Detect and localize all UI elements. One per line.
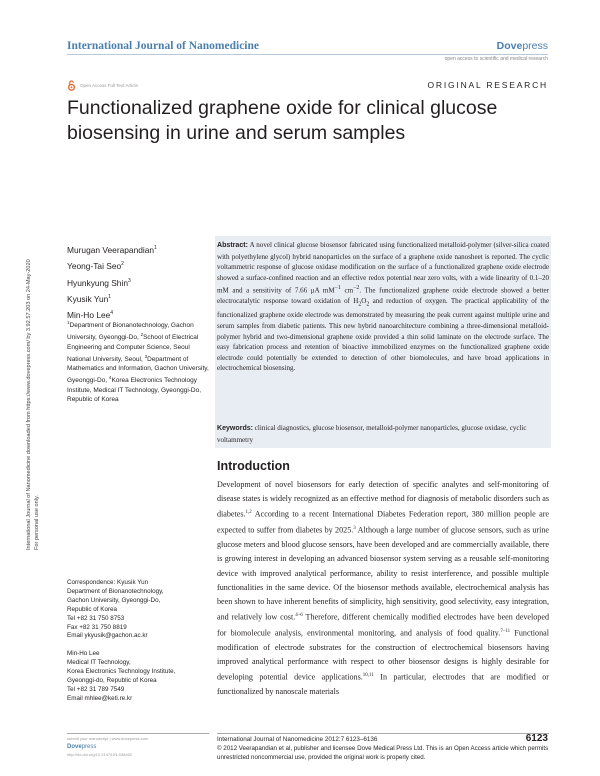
author-list [67,241,207,322]
keywords: Keywords: clinical diagnostics, glucose biosensor, metalloid-polymer nanoparticles, glucose oxidase, cyclic voltammetry [217,424,527,444]
author: Murugan Veerapandian$^1$ [67,244,157,255]
page-number: 6123 [525,733,548,744]
article-title: Functionalized graphene oxide for clinical glucose biosensing in urine and serum samples [67,97,498,144]
open-access-label: Open Access Full Text Article [80,83,138,88]
copyright-notice: © 2012 Veerapandian et al, publisher and licensee Dove Medical Press Ltd. This is an Open Access article which permits unrestricted noncommercial use, provided the original work is properly cited. [217,745,549,761]
journal-title: International Journal of Nanomedicine [67,40,259,52]
download-watermark-line1: International Journal of Nanomedicine downloaded from https://www.dovepress.com/ by 3.92.57.203 on 24-May-2020 [26,259,32,550]
publisher-logo-bold: Dove [496,40,523,52]
author: Min-Ho Lee$^4$ [67,309,114,320]
author: Hyunkyung Shin$^3$ [67,277,131,288]
correspondence-label: Correspondence: Kyusik Yun [67,579,149,586]
article-type: ORIGINAL RESEARCH [427,80,548,90]
download-watermark [25,130,45,550]
download-watermark-line2: For personal use only. [34,495,40,550]
header-divider [67,54,548,55]
author: Yeong-Tai Seo$^2$ [67,261,124,272]
footer-divider-right [217,733,549,734]
introduction-heading: Introduction [217,459,290,473]
affiliations: $^1$Department of Bionanotechnology, Gachon University, Gyeonggi-Do, $^2$School of Electrical Engineering and Computer Science, Seoul National University, Seoul, $^3$Department of Mathematics and Information, Gachon University, Gyeonggi-Do, $^4$Korea Electronics Technology Institute, Medical IT Technology, Gyeonggi-Do, Republic of Korea [67,320,209,404]
abstract-label: Abstract: [217,242,248,249]
footer-publisher-logo: Dovepress [67,744,97,750]
footer-journal-reference: International Journal of Nanomedicine 2012:7 6123–6136 [217,736,378,743]
correspondence-name-2: Min-Ho Lee [67,650,100,658]
footer-divider-left [67,733,209,734]
submit-manuscript-link[interactable]: submit your manuscript | www.dovepress.com [67,736,149,741]
correspondence: Correspondence: Kyusik Yun Department of Bionanotechnology, Gachon University, Gyeonggi-Do, Republic of Korea Tel +82 31 750 8753 Fax +82 31 750 8819 Email ykyusik@gachon.ac.kr Min-Ho Lee Medical IT Technology, Korea Electronics Technology Institute, Gyeonggi-do, Republic of Korea Tel +82 31 789 7549 Email mhlee@keti.re.kr [67,579,209,704]
publisher-logo [497,40,548,52]
keywords-label: Keywords: [217,425,254,432]
introduction-body: Development of novel biosensors for early detection of specific analytes and self-monitoring of disease states is widely recognized as an effective method for diagnosis of metabolic disorders such as diabetes.$^{1,2}$ According to a recent International Diabetes Federation report, 380 million people are expected to suffer from diabetes by 2025.$^3$ Although a large number of glucose sensors, such as urine glucose meters and blood glucose sensors, have been developed and are commercially available, there is growing interest in developing an advanced biosensor system serving as a reusable self-monitoring device with improved analytical performance, ability to resist interference, and possible multiple functionalities in the same device. Of the biosensor methods available, electrochemical analysis has been shown to have inherent benefits of simplicity, high sensitivity, good selectivity, easy integration, and relatively low cost.$^{4-6}$ Therefore, different chemically modified electrodes have been developed for biomolecule analysis, environmental monitoring, and analysis of food quality.$^{7-11}$ Functional modification of electrode substrates for the construction of electrochemical biosensors having improved analytical performance with respect to other biosensor designs is highly desirable for developing potential device applications.$^{10,11}$ In particular, electrodes that are modified or functionalized by nanoscale materials [217,480,549,697]
doi-link[interactable]: http://dx.doi.org/10.2147/IJN.S38402 [67,752,133,757]
open-access-lock-icon [67,80,76,91]
abstract: Abstract: A novel clinical glucose biosensor fabricated using functionalized metalloid-polymer (silver-silica coated with polyethylene glycol) hybrid nanoparticles on the surface of a graphene oxide nanosheet is reported. The cyclic voltammetric response of glucose oxidase modification on the surface of a functionalized graphene oxide electrode showed a surface-confined reaction and an effective redox potential near zero volts, with a wide linearity of 0.1–20 mM and a sensitivity of 7.66 μA $mM^{-1}$ $cm^{-2}$. The functionalized graphene oxide electrode showed a better electrocatalytic response toward oxidation of $H_2O_2$ and reduction of oxygen. The practical applicability of the functionalized graphene oxide electrode was demonstrated by measuring the peak current against multiple urine and serum samples from diabetic patients. This new hybrid nanoarchitecture combining a three-dimensional metalloid-polymer hybrid and two-dimensional graphene oxide provided a thin solid laminate on the electrode surface. The easy fabrication process and retention of bioactive immobilized enzymes on the functionalized graphene oxide electrode could potentially be extended to detection of other biomolecules, and have broad applications in electrochemical biosensing. [217,241,550,373]
open-access-badge [67,80,138,91]
publisher-logo-rest: press [522,40,548,52]
author: Kyusik Yun$^1$ [67,293,112,304]
publisher-tagline: open access to scientific and medical research [444,56,548,62]
